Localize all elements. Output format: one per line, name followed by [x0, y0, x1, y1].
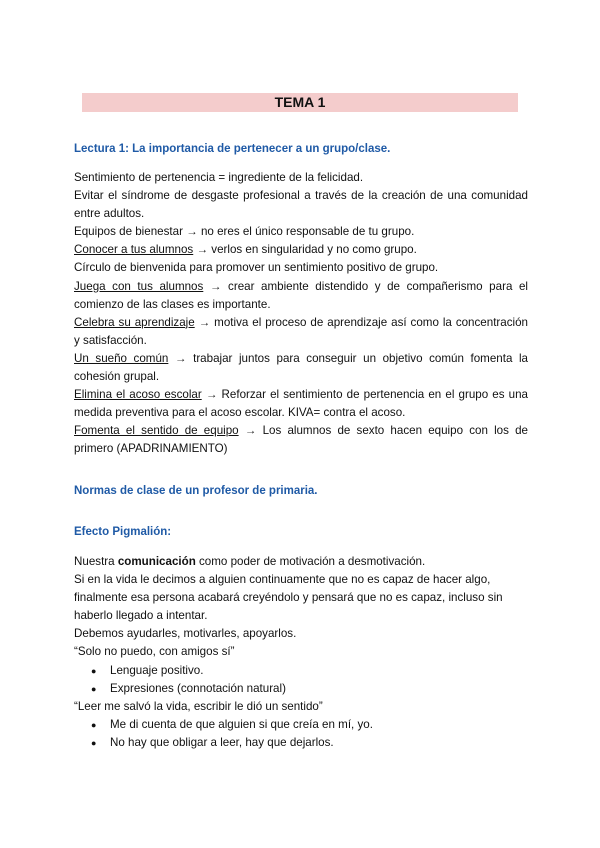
list-item: Círculo de bienvenida para promover un sentimiento positivo de grupo. [74, 261, 439, 275]
bold-term: comunicación [117, 555, 196, 568]
text-line: Nuestra comunicación como poder de motivación a desmotivación. [74, 555, 426, 568]
section-heading-normas: Normas de clase de un profesor de primaria. [74, 485, 318, 497]
bullet-item: ● No hay que obligar a leer, hay que dejarlos. [74, 734, 528, 752]
item-term: Juega con tus alumnos [74, 279, 204, 293]
item-term: Elimina el acoso escolar [74, 388, 202, 402]
item-term: Conocer a tus alumnos [74, 243, 194, 257]
section-heading-lectura: Lectura 1: La importancia de pertenecer a un grupo/clase. [74, 143, 391, 155]
list-item [74, 241, 528, 259]
item-text: → crear ambiente distendido y de compañerismo para el comienzo de las clases es importante. [74, 279, 528, 311]
item-text: → motiva el proceso de aprendizaje así como la concentración y satisfacción. [74, 315, 528, 347]
text-line: Debemos ayudarles, motivarles, apoyarlos. [74, 627, 297, 641]
item-text: → Reforzar el sentimiento de pertenencia en el grupo es una medida preventiva para el acoso escolar. KIVA= contra el acoso. [74, 388, 528, 420]
paragraph: Si en la vida le decimos a alguien continuamente que no es capaz de hacer algo, finalmente esa persona acabará creyéndolo y pensará que no es capaz, incluso sin haberlo llegado a intentar. [74, 573, 503, 623]
bullet-item: ● Me di cuenta de que alguien si que creía en mí, yo. [74, 716, 528, 734]
quote: “Leer me salvó la vida, escribir le dió un sentido” [74, 699, 323, 713]
list-item [74, 314, 528, 350]
list-item [74, 422, 528, 458]
list-item [74, 278, 528, 314]
text-line: Evitar el síndrome de desgaste profesional a través de la creación de una comunidad entre adultos. [74, 189, 528, 221]
bullet-list [74, 662, 528, 698]
section-body-pigmalion [74, 553, 528, 752]
text-line: Sentimiento de pertenencia = ingrediente de la felicidad. [74, 171, 364, 184]
list-item [74, 386, 528, 422]
quote: “Solo no puedo, con amigos sí” [74, 645, 235, 659]
text-line: Equipos de bienestar → no eres el único responsable de tu grupo. [74, 225, 415, 239]
item-term: Un sueño común [74, 351, 169, 365]
item-term: Celebra su aprendizaje [74, 315, 195, 329]
section-body-lectura [74, 169, 528, 459]
item-term: Fomenta el sentido de equipo [74, 424, 239, 438]
section-heading-pigmalion: Efecto Pigmalión: [74, 526, 172, 538]
list-item [74, 350, 528, 386]
bullet-list [74, 716, 528, 752]
item-text: → verlos en singularidad y no como grupo. [193, 243, 417, 257]
page-title: TEMA 1 [82, 93, 518, 112]
item-text: → Los alumnos de sexto hacen equipo con los de primero (APADRINAMIENTO) [74, 424, 528, 456]
bullet-item: ● Lenguaje positivo. [74, 662, 528, 680]
item-text: → trabajar juntos para conseguir un objetivo común fomenta la cohesión grupal. [74, 351, 528, 384]
bullet-item: ● Expresiones (connotación natural) [74, 680, 528, 698]
